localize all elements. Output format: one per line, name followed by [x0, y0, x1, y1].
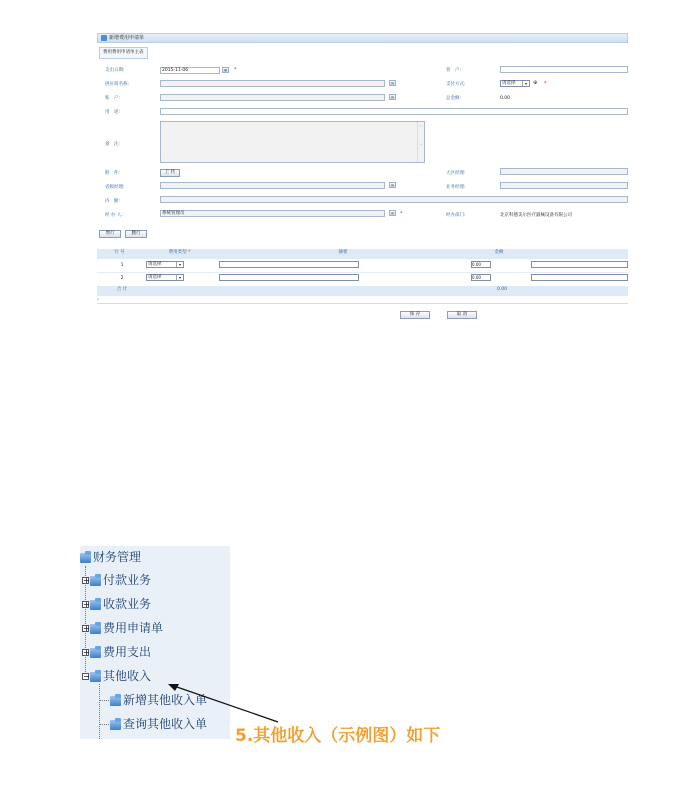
- header-row-no: 行 号: [114, 250, 125, 255]
- scrollbar[interactable]: ︿ ﹀: [417, 122, 424, 162]
- tree-child-new-other-income[interactable]: 新增其他收入单: [110, 692, 207, 708]
- summary-input[interactable]: [219, 261, 359, 268]
- required-mark: *: [234, 67, 237, 73]
- panel-title: 新增费用申请单: [109, 35, 145, 41]
- pay-method-value: 请选择: [502, 81, 516, 86]
- row-number: 1: [120, 263, 124, 268]
- table-row: [97, 274, 628, 284]
- calendar-icon[interactable]: ▦: [222, 67, 229, 73]
- tree-child-query-other-income[interactable]: 查询其他收入单: [110, 716, 207, 732]
- lookup-icon[interactable]: ▤: [389, 80, 396, 86]
- total-row-value: 0.00: [496, 287, 508, 292]
- folder-icon: [90, 672, 101, 682]
- fee-type-select[interactable]: 请选择 ▾: [146, 261, 184, 268]
- expense-form-panel: [97, 33, 628, 323]
- upload-button[interactable]: 上 传: [160, 169, 180, 177]
- add-row-button[interactable]: 增行: [99, 230, 121, 238]
- expand-plus-icon[interactable]: +: [83, 624, 90, 633]
- save-button[interactable]: 保 存: [400, 311, 430, 319]
- folder-icon: [110, 696, 121, 706]
- lookup-icon[interactable]: ▤: [389, 210, 396, 216]
- total-value: 0.00: [500, 96, 511, 101]
- dept-value: 北京科德美尔医疗器械设备有限公司: [500, 213, 572, 218]
- header-amount: 金额: [494, 250, 504, 255]
- tree-item-payment[interactable]: + 付款业务: [83, 573, 152, 587]
- tree-connector: [99, 684, 100, 739]
- area-manager-field[interactable]: [500, 168, 628, 175]
- folder-icon: [90, 624, 101, 634]
- province-manager-field[interactable]: [160, 182, 385, 189]
- row-number: 2: [120, 276, 124, 281]
- date-label: 支出日期:: [105, 68, 125, 73]
- tree-item-expense[interactable]: + 费用支出: [83, 645, 152, 659]
- header-summary: 摘要: [338, 250, 348, 255]
- tree-root[interactable]: 财务管理: [80, 549, 141, 565]
- total-row: [97, 286, 628, 296]
- summary-input[interactable]: [219, 274, 359, 281]
- tree-item-receipt[interactable]: + 收款业务: [83, 597, 152, 611]
- row-divider: [97, 272, 628, 273]
- lookup-icon[interactable]: ▤: [389, 94, 396, 100]
- business-manager-label: 业务经理:: [446, 185, 466, 190]
- extra-input[interactable]: [531, 274, 628, 281]
- horizontal-scrollbar[interactable]: ‹: [97, 297, 628, 304]
- supplier-field[interactable]: [160, 80, 385, 87]
- tab-main-form[interactable]: 费用费用申请单主表: [99, 47, 148, 59]
- grid-header: [97, 249, 628, 259]
- expand-plus-icon[interactable]: +: [83, 600, 90, 609]
- purpose-label: 用 途:: [105, 110, 121, 115]
- header-fee-type: 费用类型 *: [168, 250, 191, 255]
- delete-row-button[interactable]: 删行: [125, 230, 147, 238]
- folder-icon: [90, 576, 101, 586]
- tree-item-expense-request[interactable]: + 费用申请单: [83, 621, 164, 635]
- chevron-down-icon: ▾: [176, 275, 183, 280]
- expand-plus-icon[interactable]: +: [83, 648, 90, 657]
- folder-icon: [90, 648, 101, 658]
- customer-label: 客 户:: [446, 68, 462, 73]
- pay-method-select[interactable]: [500, 80, 530, 87]
- caption-text: 5.其他收入（示例图）如下: [235, 726, 441, 746]
- amount-input[interactable]: 0.00: [471, 261, 491, 268]
- date-field[interactable]: 2015-11-06: [160, 67, 220, 74]
- form-icon: [101, 35, 107, 41]
- pay-method-label: 支付方式:: [446, 82, 466, 87]
- folder-icon: [80, 553, 91, 563]
- expand-plus-icon[interactable]: +: [83, 576, 90, 585]
- total-label: 总金额:: [446, 96, 462, 101]
- internal-field[interactable]: [160, 196, 628, 203]
- chevron-down-icon: ▾: [176, 262, 183, 267]
- total-row-label: 合 计: [116, 287, 128, 292]
- annotation-arrow: [160, 676, 285, 726]
- extra-input[interactable]: [531, 261, 628, 268]
- customer-field[interactable]: [500, 66, 628, 73]
- required-mark: *: [400, 211, 403, 217]
- collapse-minus-icon[interactable]: −: [83, 672, 90, 681]
- remark-textarea[interactable]: [160, 121, 425, 163]
- account-label: 账 户:: [105, 96, 121, 101]
- tree-connector: [99, 724, 109, 725]
- province-manager-label: 省级经理:: [105, 185, 125, 190]
- internal-label: 内 勤:: [105, 199, 121, 204]
- lookup-icon[interactable]: ▤: [389, 182, 396, 188]
- folder-icon: [110, 720, 121, 730]
- fee-type-select[interactable]: 请选择 ▾: [146, 274, 184, 281]
- more-icon[interactable]: ⊕: [533, 80, 538, 86]
- panel-title-bar: [97, 33, 628, 43]
- area-manager-label: 大区经理:: [446, 171, 466, 176]
- business-manager-field[interactable]: [500, 182, 628, 189]
- supplier-label: 供应商名称:: [105, 82, 130, 87]
- dept-label: 经办部门:: [446, 213, 466, 218]
- amount-input[interactable]: 0.00: [471, 274, 491, 281]
- attachment-label: 附 件:: [105, 171, 121, 176]
- purpose-field[interactable]: [160, 108, 628, 115]
- folder-icon: [90, 600, 101, 610]
- handler-field[interactable]: 系统管理员: [160, 210, 385, 217]
- tree-connector: [99, 700, 109, 701]
- cancel-button[interactable]: 取 消: [447, 311, 477, 319]
- tree-item-other-income[interactable]: − 其他收入: [83, 669, 152, 683]
- chevron-down-icon: ▾: [522, 81, 529, 86]
- account-field[interactable]: [160, 94, 385, 101]
- table-row: [97, 261, 628, 271]
- handler-label: 经 办 人:: [105, 213, 123, 218]
- required-mark: *: [544, 81, 547, 87]
- remark-label: 备 注:: [105, 142, 121, 147]
